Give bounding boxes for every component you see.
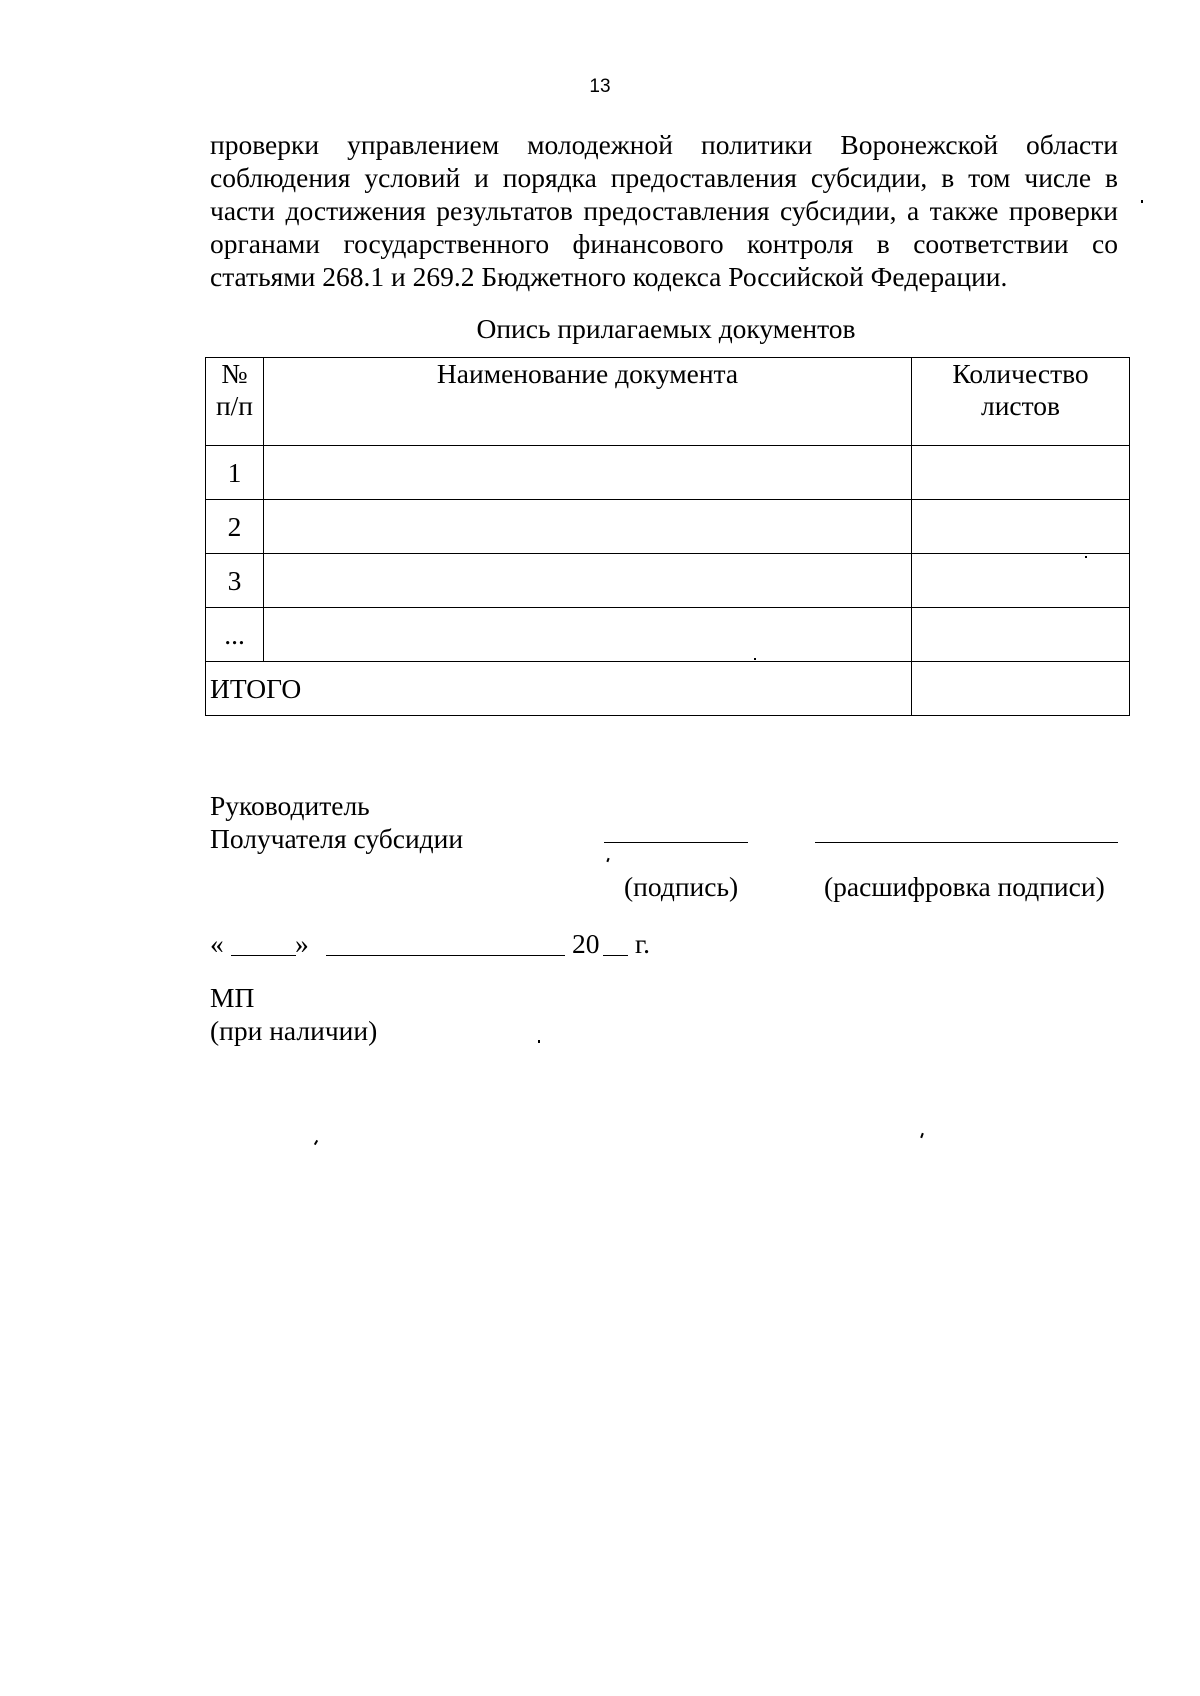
header-number	[206, 358, 264, 446]
signatory-role-line2: Получателя субсидии	[210, 823, 464, 854]
header-number-line1: №	[221, 358, 248, 389]
row-sheet-count	[912, 554, 1130, 608]
row-document-name	[264, 500, 912, 554]
date-year-prefix: 20	[572, 928, 600, 959]
row-document-name	[264, 608, 912, 662]
table-row	[206, 554, 1130, 608]
header-number-line2: п/п	[215, 390, 254, 421]
signature-line	[604, 842, 748, 843]
body-paragraph: проверки управлением молодежной политики Воронежской области соблюдения условий и порядка предоставления субсидии, в том числе в части достижения результатов предоставления субсидии, а также проверки органами государственного финансового контроля в соответствии со статьями 268.1 и 269.2 Бюджетного кодекса Российской Федерации.	[210, 129, 1118, 292]
header-sheet-count	[912, 358, 1130, 446]
scan-speck	[754, 658, 756, 660]
date-month-blank	[326, 955, 565, 956]
table-total-row	[206, 662, 1130, 716]
signature-caption: (подпись)	[624, 871, 739, 902]
header-sheet-count-line1: Количество	[952, 358, 1089, 389]
date-day-blank	[231, 955, 296, 956]
header-document-name-text: Наименование документа	[436, 358, 739, 389]
row-sheet-count	[912, 608, 1130, 662]
table-row	[206, 500, 1130, 554]
table-row	[206, 446, 1130, 500]
scan-speck	[606, 858, 609, 862]
scan-speck	[538, 1040, 540, 1043]
documents-table	[205, 357, 1130, 716]
date-open-quote: «	[210, 928, 224, 959]
row-number: 3	[206, 554, 264, 608]
table-title	[0, 312, 1200, 345]
total-sheet-count	[912, 662, 1130, 716]
scan-speck	[920, 1133, 924, 1138]
table-header-row	[206, 358, 1130, 446]
scan-speck	[1085, 556, 1087, 558]
seal-block	[210, 981, 377, 1047]
table-title-text: Опись прилагаемых документов	[476, 313, 856, 344]
date-close-quote: »	[295, 928, 309, 959]
row-sheet-count	[912, 500, 1130, 554]
signature-decoding-caption: (расшифровка подписи)	[824, 871, 1105, 902]
header-document-name	[264, 358, 912, 446]
date-year-blank	[603, 955, 628, 956]
row-document-name	[264, 554, 912, 608]
seal-note: (при наличии)	[210, 1015, 378, 1046]
seal-label: МП	[210, 982, 255, 1013]
page-number: 13	[589, 76, 611, 97]
date-year-suffix: г.	[635, 928, 651, 959]
row-sheet-count	[912, 446, 1130, 500]
date-line	[210, 927, 224, 960]
header-sheet-count-line2: листов	[980, 390, 1061, 421]
table-row	[206, 608, 1130, 662]
signatory-role-line1: Руководитель	[210, 790, 370, 821]
signature-decoding-line	[815, 842, 1118, 843]
row-number: 2	[206, 500, 264, 554]
row-number: 1	[206, 446, 264, 500]
row-document-name	[264, 446, 912, 500]
row-number: ...	[206, 608, 264, 662]
total-label: ИТОГО	[206, 662, 912, 716]
scan-speck	[314, 1140, 318, 1145]
signatory-title	[210, 789, 463, 855]
scan-speck	[1141, 200, 1143, 203]
